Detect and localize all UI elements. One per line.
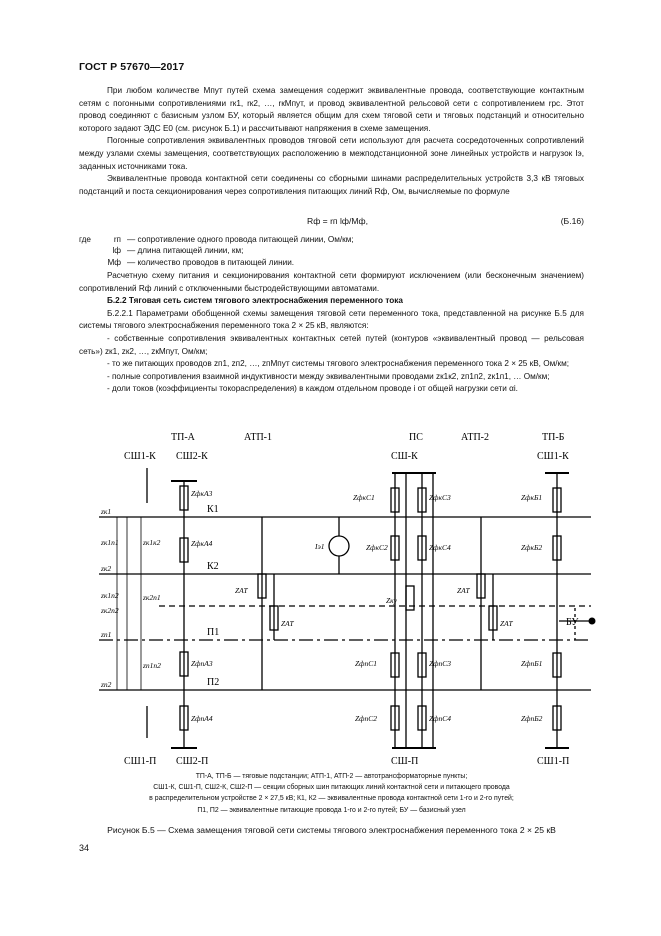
label-sh1p-left: СШ1-П xyxy=(124,756,157,767)
label-zk2p2: zк2п2 xyxy=(101,606,119,615)
label-atp2: АТП-2 xyxy=(461,432,490,443)
circuit-diagram xyxy=(79,428,599,768)
label-atp1: АТП-1 xyxy=(244,432,273,443)
label-zat-2b: ZАТ xyxy=(500,619,513,628)
page-header: ГОСТ Р 57670—2017 xyxy=(79,61,185,73)
legend-line: СШ1-К, СШ1-П, СШ2-К, СШ2-П — секции сборных шин питающих линий контактной сети и питающего провода xyxy=(153,784,510,792)
label-zat-2a: ZАТ xyxy=(457,586,470,595)
body-text-2 xyxy=(79,270,584,396)
label-zfkB2: ZфкБ2 xyxy=(521,543,543,552)
label-zfpA3: ZфпА3 xyxy=(191,659,213,668)
label-k1: К1 xyxy=(207,504,219,515)
label-p2: П2 xyxy=(207,677,220,688)
label-zfpA4: ZфпА4 xyxy=(191,714,213,723)
label-zfpC2: ZфпС2 xyxy=(355,714,377,723)
paragraph: При любом количестве Mпут путей схема замещения содержит эквивалентные провода, соответствующие контактным сетям с погонными сопротивлениями rк1, rк2, …, rкMпут, и провод эквивалентной рельсовой сети с сопротивлением rрс. Этот провод соединяют с базисным узлом БУ, который является общим для схем тяговой сети и тяговых подстанций и относительно которого задают ЭДС E0 (см. рисунок Б.1) и рассчитывают напряжения в схеме замещения. xyxy=(79,86,584,133)
list-item: - полные сопротивления взаимной индуктивности между эквивалентными проводами zк1к2, zп1п2, zк1п1, … Ом/км; xyxy=(107,371,550,381)
label-zfpC4: ZфпС4 xyxy=(429,714,451,723)
where-symbol: Mф xyxy=(107,257,121,267)
section-heading: Б.2.2 Тяговая сеть систем тягового электроснабжения переменного тока xyxy=(107,296,403,306)
label-zk2p1: zк2п1 xyxy=(143,593,161,602)
label-zfkA4: ZфкА4 xyxy=(191,539,213,548)
label-ps: ПС xyxy=(409,432,423,443)
label-zp2: zп2 xyxy=(101,680,112,689)
base-node-dot xyxy=(589,618,596,625)
diagram-wires xyxy=(99,468,591,748)
label-sh1k-left: СШ1-К xyxy=(124,451,156,462)
label-shk: СШ-К xyxy=(391,451,418,462)
legend-line: П1, П2 — эквивалентные питающие провода 1-го и 2-го путей; БУ — базисный узел xyxy=(197,806,466,814)
label-zfkC4: ZфкС4 xyxy=(429,543,451,552)
label-zp1p2: zп1п2 xyxy=(143,661,161,670)
label-zk1k2: zк1к2 xyxy=(143,538,161,547)
label-p1: П1 xyxy=(207,627,220,638)
label-zfpB2: ZфпБ2 xyxy=(521,714,543,723)
formula-number: (Б.16) xyxy=(560,216,584,226)
label-zfkC1: ZфкС1 xyxy=(353,493,375,502)
label-bu: БУ xyxy=(566,617,579,628)
label-sh1p-right: СШ1-П xyxy=(537,756,570,767)
paragraph: Погонные сопротивления эквивалентных проводов тяговой сети используют для расчета сосредоточенных сопротивлений между узлами схемы замещения, соответствующих расположению в межподстанционной зоне линейных устройств и нагрузок Iэ, заданных источниками тока. xyxy=(79,136,584,171)
label-sh2p: СШ2-П xyxy=(176,756,209,767)
label-zfpC1: ZфпС1 xyxy=(355,659,377,668)
figure-caption: Рисунок Б.5 — Схема замещения тяговой сети системы тягового электроснабжения переменного тока 2 × 25 кВ xyxy=(107,825,556,835)
label-zfkA3: ZфкА3 xyxy=(191,489,213,498)
list-item: - собственные сопротивления эквивалентных контактных сетей путей (контуров «эквивалентный провод — рельсовая сеть») zк1, zк2, …, zкMпут, Ом/км; xyxy=(79,333,584,356)
label-zku: Zку xyxy=(386,596,398,605)
label-zat-1a: ZАТ xyxy=(235,586,248,595)
label-zfkB1: ZфкБ1 xyxy=(521,493,543,502)
label-zfpB1: ZфпБ1 xyxy=(521,659,543,668)
legend-line: в распределительном устройстве 2 × 27,5 кВ; К1, К2 — эквивалентные провода контактной сети 1-го и 2-го путей; xyxy=(149,795,514,803)
list-item: - доли токов (коэффициенты токораспределения) в каждом отдельном проводе i от общей нагрузки сети αi. xyxy=(107,384,518,394)
formula-expression: Rф = rп lф/Mф, xyxy=(307,216,368,226)
list-item: - то же питающих проводов zп1, zп2, …, zпMпут системы тягового электроснабжения переменного тока 2 × 25 кВ, Ом/км; xyxy=(107,359,569,369)
where-item xyxy=(79,234,584,245)
paragraph: Эквивалентные провода контактной сети соединены со сборными шинами распределительных устройств 3,3 кВ тяговых подстанций и поста секционирования через сопротивления питающих линий Rф, Ом, вычисляемые по формуле xyxy=(79,174,584,196)
where-symbol: rп xyxy=(113,235,121,244)
where-item xyxy=(79,245,584,256)
label-sh1k-right: СШ1-К xyxy=(537,451,569,462)
where-desc: — длина питающей линии, км; xyxy=(127,246,244,256)
where-item xyxy=(79,257,584,268)
where-desc: — количество проводов в питающей линии. xyxy=(127,257,295,267)
label-zfpC3: ZфпС3 xyxy=(429,659,451,668)
label-zk1: zк1 xyxy=(101,507,112,516)
label-tp-b: ТП-Б xyxy=(542,432,565,443)
paragraph: Расчетную схему питания и секционирования контактной сети формируют исключением (или бесконечным значением) сопротивлений Rф линий с отключенными быстродействующими автоматами. xyxy=(79,271,584,293)
label-ie1: Iэ1 xyxy=(315,542,325,551)
where-symbol: lф xyxy=(112,246,121,256)
label-shp: СШ-П xyxy=(391,756,419,767)
label-zat-1b: ZАТ xyxy=(281,619,294,628)
paragraph: Б.2.2.1 Параметрами обобщенной схемы замещения тяговой сети переменного тока, представленной на рисунке Б.5 для системы тягового электроснабжения переменного тока 2 × 25 кВ, являются: xyxy=(79,308,584,331)
label-zk1p2: zк1п2 xyxy=(101,591,119,600)
label-zk2: zк2 xyxy=(101,564,112,573)
label-sh2k: СШ2-К xyxy=(176,451,208,462)
label-zp1: zп1 xyxy=(101,630,112,639)
label-zk1p1: zк1п1 xyxy=(101,538,119,547)
diagram-labels xyxy=(100,432,579,767)
where-word: где xyxy=(79,235,91,244)
label-zfkC2: ZфкС2 xyxy=(366,543,388,552)
legend-line: ТП-А, ТП-Б — тяговые подстанции; АТП-1, АТП-2 — автотрансформаторные пункты; xyxy=(195,773,468,780)
body-text xyxy=(79,85,584,198)
where-list xyxy=(79,234,584,268)
page-number: 34 xyxy=(79,843,90,853)
figure-legend xyxy=(79,771,584,816)
where-desc: — сопротивление одного провода питающей линии, Ом/км; xyxy=(127,235,354,244)
label-tp-a: ТП-А xyxy=(171,432,195,443)
label-k2: К2 xyxy=(207,561,219,572)
label-zfkC3: ZфкС3 xyxy=(429,493,451,502)
